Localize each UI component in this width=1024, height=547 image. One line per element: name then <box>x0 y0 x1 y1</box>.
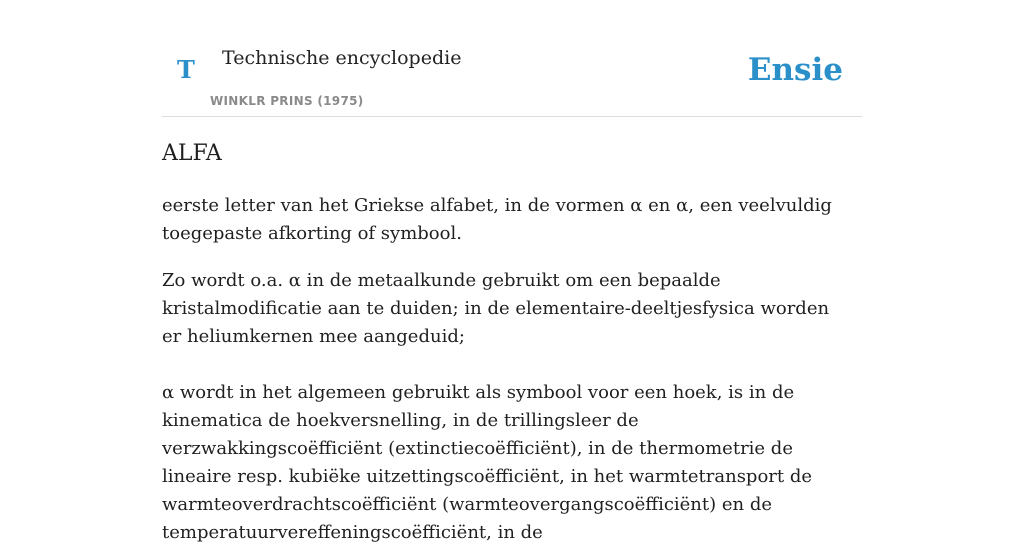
entry-title: ALFA <box>162 141 222 166</box>
entry-content <box>162 138 852 547</box>
source-logo-icon[interactable]: T <box>177 55 195 84</box>
entry-paragraph-2: Zo wordt o.a. α in de metaalkunde gebruikt om een bepaalde kristalmodificatie aan te duiden; in de elementaire-deeltjesfysica worden er heliumkernen mee aangeduid; <box>162 270 830 347</box>
source-subtitle: WINKLR PRINS (1975) <box>210 94 364 108</box>
ensie-logo-link[interactable]: Ensie <box>747 52 843 88</box>
page-header <box>162 0 862 117</box>
entry-paragraph-3: α wordt in het algemeen gebruikt als symbool voor een hoek, is in de kinematica de hoekversnelling, in de trillingsleer de verzwakkingscoëfficiënt (extinctiecoëfficiënt), in de thermometrie de lineaire resp. kubiëke uitzettingscoëfficiënt, in het warmtetransport de warmteoverdrachtscoëfficiënt (warmteovergangscoëfficiënt) en de temperatuurvereffeningscoëfficiënt, in de <box>162 382 813 543</box>
entry-paragraph-1: eerste letter van het Griekse alfabet, in de vormen α en α, een veelvuldig toegepaste afkorting of symbool. <box>162 195 832 244</box>
source-title-link[interactable]: Technische encyclopedie <box>222 47 462 69</box>
